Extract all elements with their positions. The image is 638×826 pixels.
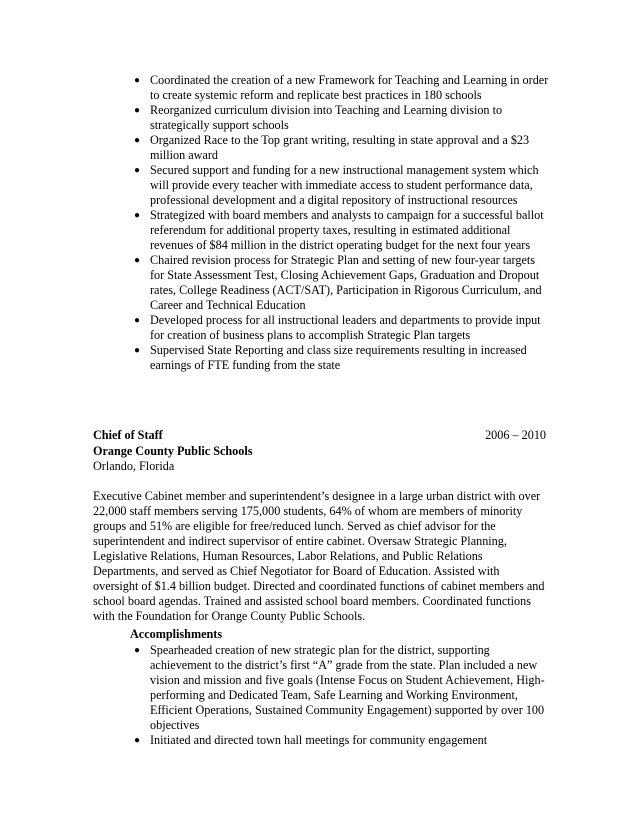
job-summary: Executive Cabinet member and superintendent’s designee in a large urban district with over 22,000 staff members serving 175,000 students, 64% of whom are members of minority groups and 51% are eligible for free/reduced lunch. Served as chief advisor for the superintendent and indirect supervisor of entire cabinet. Oversaw Strategic Planning, Legislative Relations, Human Resources, Labor Relations, and Public Relations Departments, and served as Chief Negotiator for Board of Education. Assisted with oversight of $1.4 billion budget. Directed and coordinated functions of cabinet members and school board agendas. Trained and assisted school board members. Coordinated functions with the Foundation for Orange County Public Schools. <box>93 489 545 623</box>
bullet-icon: ● <box>134 645 141 656</box>
bullet-icon: ● <box>134 315 141 326</box>
list-item: ● Coordinated the creation of a new Framework for Teaching and Learning in order to create systemic reform and replicate best practices in 180 schools <box>134 73 549 102</box>
job-header <box>93 428 546 444</box>
bullet-icon: ● <box>134 255 141 266</box>
responsibilities-list <box>130 73 550 373</box>
accomplishments-heading: Accomplishments <box>130 627 223 641</box>
job-section <box>93 428 546 624</box>
list-item: ● Chaired revision process for Strategic Plan and setting of new four-year targets for State Assessment Test, Closing Achievement Gaps, Graduation and Dropout rates, College Readiness (ACT/SAT), Participation in Rigorous Curriculum, and Career and Technical Education <box>134 253 542 312</box>
bullet-icon: ● <box>134 165 141 176</box>
bullet-icon: ● <box>134 345 141 356</box>
job-dates: 2006 – 2010 <box>485 428 546 442</box>
bullet-icon: ● <box>134 75 141 86</box>
list-item: ● Reorganized curriculum division into Teaching and Learning division to strategically support schools <box>134 103 503 132</box>
list-item: ● Strategized with board members and analysts to campaign for a successful ballot referendum for additional property taxes, resulting in estimated additional revenues of $84 million in the district operating budget for the next four years <box>134 208 544 252</box>
accomplishments-section <box>130 627 550 748</box>
list-item: ● Initiated and directed town hall meetings for community engagement <box>134 733 488 747</box>
list-item: ● Developed process for all instructional leaders and departments to provide input for creation of business plans to accomplish Strategic Plan targets <box>134 313 541 342</box>
location: Orlando, Florida <box>93 459 175 473</box>
job-title: Chief of Staff <box>93 428 163 442</box>
bullet-icon: ● <box>134 210 141 221</box>
bullet-icon: ● <box>134 105 141 116</box>
bullet-icon: ● <box>134 735 141 746</box>
list-item: ● Secured support and funding for a new instructional management system which will provide every teacher with immediate access to student performance data, professional development and a digital repository of instructional resources <box>134 163 539 207</box>
list-item: ● Organized Race to the Top grant writing, resulting in state approval and a $23 million award <box>134 133 530 162</box>
bullet-icon: ● <box>134 135 141 146</box>
accomplishments-list <box>130 643 550 748</box>
list-item: ● Supervised State Reporting and class size requirements resulting in increased earnings of FTE funding from the state <box>134 343 527 372</box>
list-item: ● Spearheaded creation of new strategic plan for the district, supporting achievement to the district’s first “A” grade from the state. Plan included a new vision and mission and five goals (Intense Focus on Student Achievement, High-performing and Dedicated Team, Safe Learning and Working Environment, Efficient Operations, Sustained Community Engagement) supported by over 100 objectives <box>134 643 545 732</box>
organization: Orange County Public Schools <box>93 444 253 458</box>
